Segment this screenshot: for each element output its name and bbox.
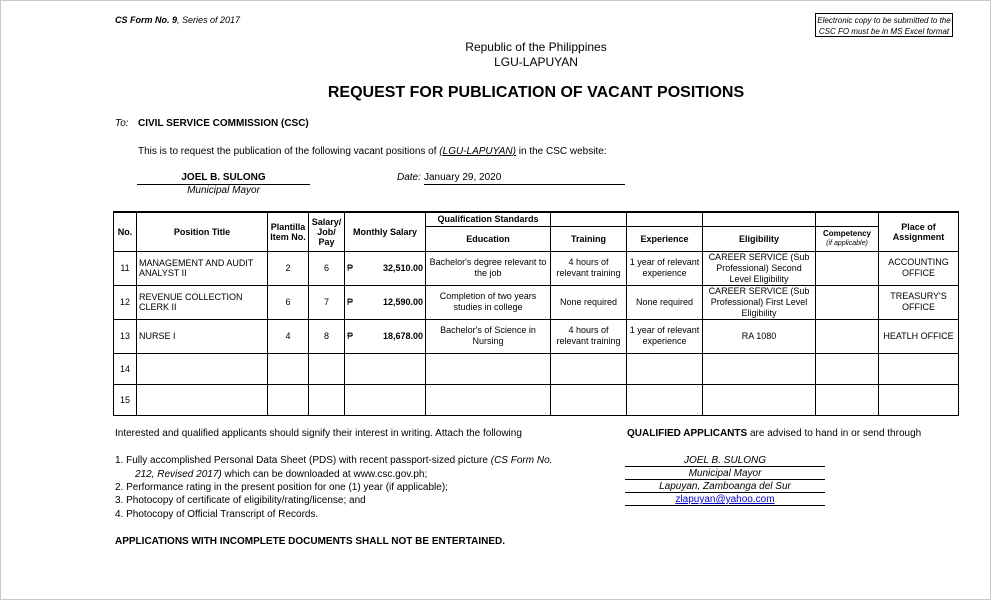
lgu-heading: LGU-LAPUYAN	[494, 55, 578, 69]
header-eligibility: Eligibility	[703, 226, 816, 251]
header-salary-grade: Salary/ Job/ Pay	[309, 212, 345, 251]
header-competency: Competency (if applicable)	[816, 226, 879, 251]
form-number: CS Form No. 9, Series of 2017	[115, 15, 241, 25]
vacancy-table	[113, 211, 959, 416]
header-position: Position Title	[137, 212, 268, 251]
header-qualification-standards: Qualification Standards	[426, 212, 551, 226]
requirement-1-continued: 212, Revised 2017) which can be downloaded at www.csc.gov.ph;	[135, 469, 428, 480]
requirement-3: 3. Photocopy of certificate of eligibility/rating/license; and	[115, 495, 366, 506]
header-education: Education	[426, 226, 551, 251]
page-title: REQUEST FOR PUBLICATION OF VACANT POSITIONS	[327, 84, 745, 101]
header-training: Training	[551, 226, 627, 251]
qualified-applicants-note: QUALIFIED APPLICANTS are advised to hand in or send through	[627, 428, 922, 439]
peso-icon: ₱	[347, 297, 354, 307]
contact-title: Municipal Mayor	[625, 468, 825, 480]
incomplete-warning: APPLICATIONS WITH INCOMPLETE DOCUMENTS SHALL NOT BE ENTERTAINED.	[115, 536, 505, 547]
electronic-copy-note: Electronic copy to be submitted to the CSC FO must be in MS Excel format	[815, 13, 953, 37]
header-no: No.	[114, 212, 137, 251]
table-row: 13 NURSE I 4 8 ₱ 18,678.00 Bachelor's of Science in Nursing 4 hours of relevant training 1 year of relevant experience RA 1080 HEATLH OFFICE	[114, 319, 959, 353]
signatory-title: Municipal Mayor	[187, 185, 260, 196]
header-place: Place of Assignment	[879, 212, 959, 251]
header-experience: Experience	[627, 226, 703, 251]
requirement-2: 2. Performance rating in the present position for one (1) year (if applicable);	[115, 482, 448, 493]
table-row: 11 MANAGEMENT AND AUDIT ANALYST II 2 6 ₱ 32,510.00 Bachelor's degree relevant to the job 4 hours of relevant training 1 year of relevant experience CAREER SERVICE (Sub Professional) Second Level Eligibility ACCOUNTING OFFICE	[114, 251, 959, 285]
date-label: Date:	[397, 172, 421, 183]
republic-heading: Republic of the Philippines	[465, 40, 607, 54]
peso-icon: ₱	[347, 331, 354, 341]
requirement-1: 1. Fully accomplished Personal Data Sheet (PDS) with recent passport-sized picture (CS Form No.	[115, 455, 553, 466]
requirements-intro: Interested and qualified applicants should signify their interest in writing. Attach the following	[115, 428, 522, 439]
contact-email-link[interactable]: zlapuyan@yahoo.com	[625, 494, 825, 506]
table-row: 14	[114, 353, 959, 384]
intro-text: This is to request the publication of the following vacant positions of (LGU-LAPUYAN) in the CSC website:	[138, 146, 607, 157]
header-plantilla: Plantilla Item No.	[268, 212, 309, 251]
header-monthly-salary: Monthly Salary	[345, 212, 426, 251]
contact-name: JOEL B. SULONG	[625, 455, 825, 467]
table-row: 12 REVENUE COLLECTION CLERK II 6 7 ₱ 12,590.00 Completion of two years studies in college None required None required CAREER SERVICE (Sub Professional) First Level Eligibility TREASURY'S OFFICE	[114, 285, 959, 319]
table-row: 15	[114, 384, 959, 415]
peso-icon: ₱	[347, 263, 354, 273]
to-label: To:	[115, 118, 129, 129]
signatory-name: JOEL B. SULONG	[137, 172, 310, 185]
contact-address: Lapuyan, Zamboanga del Sur	[625, 481, 825, 493]
requirement-4: 4. Photocopy of Official Transcript of Records.	[115, 509, 319, 520]
to-recipient: CIVIL SERVICE COMMISSION (CSC)	[138, 118, 309, 129]
agency-name: (LGU-LAPUYAN)	[439, 146, 516, 157]
date-value: January 29, 2020	[424, 172, 625, 185]
